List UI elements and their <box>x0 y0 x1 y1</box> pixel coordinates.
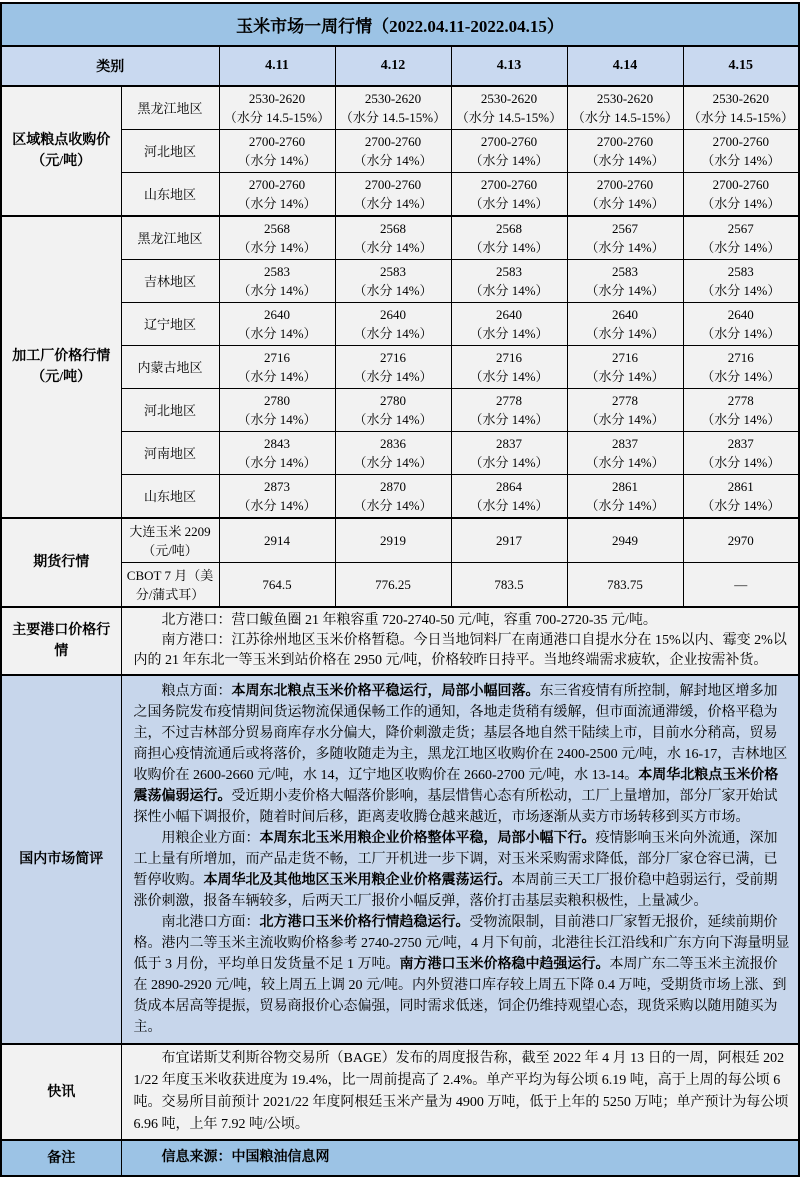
price-value: 2919 <box>380 533 406 548</box>
price-row-region_purchase <box>1 86 799 130</box>
moisture-note: （水分 14%） <box>701 412 781 427</box>
price-cell <box>451 432 567 475</box>
price-value: 2873 <box>264 479 290 494</box>
price-cell <box>567 389 683 432</box>
price-cell <box>567 260 683 303</box>
price-value: 2778 <box>727 393 754 408</box>
moisture-note: （水分 14%） <box>353 369 433 384</box>
price-cell <box>219 563 335 608</box>
price-cell <box>219 130 335 173</box>
price-cell <box>335 346 451 389</box>
price-value: 2970 <box>727 533 754 548</box>
price-value: 2583 <box>264 264 290 279</box>
price-value: 2716 <box>612 350 638 365</box>
moisture-note: （水分 14%） <box>701 196 781 211</box>
price-value: 2837 <box>496 436 522 451</box>
moisture-note: （水分 14%） <box>469 498 549 513</box>
row-label: 辽宁地区 <box>121 303 219 346</box>
moisture-note: （水分 14%） <box>585 455 665 470</box>
price-value: 2780 <box>264 393 290 408</box>
moisture-note: （水分 14%） <box>701 498 781 513</box>
price-value: 2700-2760 <box>364 177 422 192</box>
moisture-note: （水分 14%） <box>469 369 549 384</box>
moisture-note: （水分 14%） <box>701 240 781 255</box>
moisture-note: （水分 14%） <box>353 498 433 513</box>
moisture-note: （水分 14%） <box>469 196 549 211</box>
moisture-note: （水分 14.5-15%） <box>455 110 563 125</box>
moisture-note: （水分 14%） <box>701 326 781 341</box>
moisture-note: （水分 14%） <box>237 196 317 211</box>
moisture-note: （水分 14%） <box>353 455 433 470</box>
price-cell <box>567 216 683 260</box>
price-value: 783.5 <box>494 577 524 592</box>
price-row-factory <box>1 260 799 303</box>
price-cell <box>335 518 451 563</box>
info-source-text: 信息来源：中国粮油信息网 <box>161 1150 330 1165</box>
price-value: — <box>734 577 748 592</box>
price-row-factory <box>1 432 799 475</box>
column-header-date-3: 4.13 <box>451 46 567 86</box>
moisture-note: （水分 14%） <box>701 153 781 168</box>
section-label-remark: 备注 <box>1 1140 121 1176</box>
price-value: 2836 <box>380 436 406 451</box>
price-value: 2778 <box>612 393 638 408</box>
moisture-note: （水分 14.5-15%） <box>339 110 447 125</box>
price-cell <box>683 86 799 130</box>
domestic-summary-row <box>1 675 799 1044</box>
price-value: 2778 <box>496 393 522 408</box>
column-header-date-1: 4.11 <box>219 46 335 86</box>
price-cell <box>567 346 683 389</box>
text-sections-body <box>1 607 799 1176</box>
row-label: 山东地区 <box>121 475 219 519</box>
price-value: 2530-2620 <box>364 91 422 106</box>
moisture-note: （水分 14%） <box>585 412 665 427</box>
port-paragraph-north: 北方港口：营口鲅鱼圈 21 年粮容重 720-2740-50 元/吨，容重 700-2720-35 元/吨。 <box>161 613 657 628</box>
price-cell <box>335 563 451 608</box>
price-cell <box>451 563 567 608</box>
moisture-note: （水分 14%） <box>353 283 433 298</box>
price-cell <box>567 518 683 563</box>
row-label: 山东地区 <box>121 173 219 217</box>
price-cell <box>335 130 451 173</box>
price-cell <box>683 432 799 475</box>
row-label: 大连玉米 2209（元/吨） <box>121 518 219 563</box>
price-value: 2716 <box>264 350 290 365</box>
price-value: 2914 <box>264 533 290 548</box>
price-row-region_purchase <box>1 173 799 217</box>
section-label-factory: 加工厂价格行情（元/吨） <box>1 216 121 518</box>
price-value: 2700-2760 <box>596 177 654 192</box>
price-cell <box>683 389 799 432</box>
price-value: 2917 <box>496 533 522 548</box>
moisture-note: （水分 14%） <box>237 326 317 341</box>
moisture-note: （水分 14%） <box>701 455 781 470</box>
section-label-futures: 期货行情 <box>1 518 121 607</box>
moisture-note: （水分 14.5-15%） <box>571 110 679 125</box>
moisture-note: （水分 14%） <box>585 240 665 255</box>
news-row <box>1 1044 799 1140</box>
price-value: 2780 <box>380 393 406 408</box>
port-paragraph-south: 南方港口：江苏徐州地区玉米价格暂稳。今日当地饲料厂在南通港口自提水分在 15%以内、霉变 2%以内的 21 年东北一等玉米到站价格在 2950 元/吨，价格较昨日持平。当地终端需求疲软，企业按需补货。 <box>133 633 787 668</box>
price-value: 2640 <box>496 307 522 322</box>
moisture-note: （水分 14%） <box>353 412 433 427</box>
moisture-note: （水分 14%） <box>469 240 549 255</box>
moisture-note: （水分 14%） <box>701 283 781 298</box>
price-cell <box>335 216 451 260</box>
price-cell <box>451 346 567 389</box>
price-cell <box>683 216 799 260</box>
price-row-factory <box>1 303 799 346</box>
moisture-note: （水分 14%） <box>585 326 665 341</box>
moisture-note: （水分 14%） <box>353 196 433 211</box>
price-cell <box>451 173 567 217</box>
price-cell <box>219 303 335 346</box>
price-row-futures <box>1 563 799 608</box>
price-cell <box>451 303 567 346</box>
section-label-region_purchase: 区域粮点收购价（元/吨） <box>1 86 121 216</box>
price-value: 2583 <box>612 264 638 279</box>
price-value: 2530-2620 <box>712 91 769 106</box>
price-cell <box>567 432 683 475</box>
moisture-note: （水分 14%） <box>469 153 549 168</box>
moisture-note: （水分 14%） <box>237 369 317 384</box>
price-value: 2864 <box>496 479 522 494</box>
column-header-row <box>1 46 799 86</box>
moisture-note: （水分 14%） <box>353 240 433 255</box>
moisture-note: （水分 14%） <box>237 283 317 298</box>
price-value: 2568 <box>264 221 290 236</box>
port-price-row <box>1 607 799 675</box>
price-value: 783.75 <box>607 577 643 592</box>
row-label: 河南地区 <box>121 432 219 475</box>
moisture-note: （水分 14%） <box>469 455 549 470</box>
row-label: 黑龙江地区 <box>121 86 219 130</box>
price-cell <box>567 563 683 608</box>
row-label: 黑龙江地区 <box>121 216 219 260</box>
price-cell <box>219 260 335 303</box>
remark-section-content <box>121 1140 799 1176</box>
moisture-note: （水分 14.5-15%） <box>223 110 331 125</box>
price-value: 2567 <box>727 221 754 236</box>
column-header-date-5: 4.15 <box>683 46 799 86</box>
price-value: 2530-2620 <box>480 91 538 106</box>
row-label: 河北地区 <box>121 389 219 432</box>
price-value: 2716 <box>727 350 754 365</box>
corn-weekly-table <box>0 2 800 1177</box>
moisture-note: （水分 14%） <box>585 369 665 384</box>
price-cell <box>683 173 799 217</box>
moisture-note: （水分 14%） <box>469 326 549 341</box>
price-cell <box>219 216 335 260</box>
price-value: 2640 <box>264 307 290 322</box>
price-cell <box>683 260 799 303</box>
moisture-note: （水分 14%） <box>237 412 317 427</box>
price-cell <box>567 173 683 217</box>
price-cell <box>567 86 683 130</box>
row-label: 吉林地区 <box>121 260 219 303</box>
price-cell <box>219 389 335 432</box>
price-value: 2583 <box>380 264 406 279</box>
price-cell <box>219 86 335 130</box>
price-cell <box>683 563 799 608</box>
price-cell <box>451 389 567 432</box>
price-value: 2700-2760 <box>248 177 306 192</box>
summary-paragraph-2: 用粮企业方面：本周东北玉米用粮企业价格整体平稳，局部小幅下行。疫情影响玉米向外流通，深加工上量有所增加，而产品走货不畅，工厂开机进一步下调，对玉米采购需求降低，部分厂家仓容已满，已暂停收购。本周华北及其他地区玉米用粮企业价格震荡运行。本周前三天工厂报价稳中趋弱运行，受前期涨价刺激，报备车辆较多，后两天工厂报价小幅反弹，落价打击基层卖粮积极性，上量减少。 <box>133 831 778 909</box>
price-value: 2583 <box>727 264 754 279</box>
price-row-factory <box>1 475 799 519</box>
price-value: 2640 <box>727 307 754 322</box>
price-cell <box>683 130 799 173</box>
column-header-date-4: 4.14 <box>567 46 683 86</box>
price-cell <box>335 173 451 217</box>
price-cell <box>219 346 335 389</box>
moisture-note: （水分 14%） <box>469 283 549 298</box>
price-row-factory <box>1 216 799 260</box>
moisture-note: （水分 14%） <box>585 498 665 513</box>
price-value: 2700-2760 <box>480 134 538 149</box>
price-value: 2700-2760 <box>248 134 306 149</box>
price-cell <box>683 518 799 563</box>
price-cell <box>335 303 451 346</box>
price-value: 2700-2760 <box>480 177 538 192</box>
price-value: 2640 <box>380 307 406 322</box>
news-paragraph: 布宜诺斯艾利斯谷物交易所（BAGE）发布的周度报告称，截至 2022 年 4 月 13 日的一周，阿根廷 2021/22 年度玉米收获进度为 19.4%，比一周前提高了 2.4%。单产平均为每公顷 6.19 吨，高于上周的每公顷 6 吨。交易所目前预计 2021/22 年度阿根廷玉米产量为 4900 万吨，低于上年的 5250 万吨；单产预计为每公顷 6.96 吨，上年 7.92 吨/公顷。 <box>133 1051 789 1132</box>
price-row-region_purchase <box>1 130 799 173</box>
price-value: 2837 <box>727 436 754 451</box>
page-title: 玉米市场一周行情（2022.04.11-2022.04.15） <box>1 3 799 46</box>
row-label: CBOT 7 月（美分/蒲式耳） <box>121 563 219 608</box>
price-cell <box>335 389 451 432</box>
price-cell <box>335 86 451 130</box>
price-cell <box>451 216 567 260</box>
price-cell <box>567 303 683 346</box>
price-value: 2861 <box>612 479 638 494</box>
price-cell <box>335 475 451 519</box>
port-section-content <box>121 607 799 675</box>
price-cell <box>219 518 335 563</box>
price-cell <box>219 432 335 475</box>
price-row-futures <box>1 518 799 563</box>
price-value: 2530-2620 <box>596 91 654 106</box>
moisture-note: （水分 14%） <box>585 153 665 168</box>
moisture-note: （水分 14%） <box>353 153 433 168</box>
summary-section-content <box>121 675 799 1044</box>
price-value: 2583 <box>496 264 522 279</box>
column-header-date-2: 4.12 <box>335 46 451 86</box>
price-value: 2700-2760 <box>364 134 422 149</box>
price-value: 2640 <box>612 307 638 322</box>
price-cell <box>451 518 567 563</box>
price-value: 2530-2620 <box>248 91 306 106</box>
price-value: 2700-2760 <box>712 134 769 149</box>
moisture-note: （水分 14%） <box>237 498 317 513</box>
price-cell <box>451 260 567 303</box>
price-value: 2861 <box>727 479 754 494</box>
column-header-category: 类别 <box>1 46 219 86</box>
price-value: 2568 <box>496 221 522 236</box>
summary-paragraph-1: 粮点方面：本周东北粮点玉米价格平稳运行，局部小幅回落。东三省疫情有所控制，解封地区增多加之国务院发布疫情期间货运物流保通保畅工作的通知，各地走货稍有缓解，但市面流通滞缓，价格平稳为主，不过吉林部分贸易商库存水分偏大，降价刺激走货；基层各地自然干陆续上市，目前水分稍高，贸易商担心疫情流通后或将落价，多随收随走为主，黑龙江地区收购价在 2400-2500 元/吨，水 16-17，吉林地区收购价在 2600-2660 元/吨，水 14，辽宁地区收购价在 2660-2700 元/吨，水 13-14。本周华北粮点玉米价格震荡偏弱运行。受近期小麦价格大幅落价影响，基层惜售心态有所松动，工厂上量增加，部分厂家开始试探性小幅下调报价，随着时间后移，距离麦收腾仓越来越近，市场逐渐从卖方市场转移到买方市场。 <box>133 684 788 825</box>
price-table-body <box>1 86 799 607</box>
price-cell <box>683 303 799 346</box>
price-cell <box>219 475 335 519</box>
title-row <box>1 3 799 46</box>
moisture-note: （水分 14%） <box>237 240 317 255</box>
price-cell <box>567 475 683 519</box>
price-cell <box>451 130 567 173</box>
section-label-summary: 国内市场简评 <box>1 675 121 1044</box>
section-label-news: 快讯 <box>1 1044 121 1140</box>
moisture-note: （水分 14%） <box>701 369 781 384</box>
price-cell <box>451 475 567 519</box>
price-cell <box>335 260 451 303</box>
price-value: 2568 <box>380 221 406 236</box>
price-row-factory <box>1 346 799 389</box>
price-cell <box>683 475 799 519</box>
remark-row <box>1 1140 799 1176</box>
section-label-ports: 主要港口价格行情 <box>1 607 121 675</box>
moisture-note: （水分 14.5-15%） <box>687 110 794 125</box>
price-value: 2716 <box>380 350 406 365</box>
price-cell <box>451 86 567 130</box>
row-label: 河北地区 <box>121 130 219 173</box>
price-cell <box>683 346 799 389</box>
moisture-note: （水分 14%） <box>585 283 665 298</box>
price-row-factory <box>1 389 799 432</box>
row-label: 内蒙古地区 <box>121 346 219 389</box>
price-value: 764.5 <box>262 577 292 592</box>
price-value: 2870 <box>380 479 406 494</box>
price-cell <box>567 130 683 173</box>
price-value: 2716 <box>496 350 522 365</box>
moisture-note: （水分 14%） <box>237 153 317 168</box>
price-cell <box>335 432 451 475</box>
summary-paragraph-3: 南北港口方面：北方港口玉米价格行情趋稳运行。受物流限制，目前港口厂家暂无报价，延续前期价格。港内二等玉米主流收购价格参考 2740-2750 元/吨，4 月下旬前，北港往长江沿线和广东方向下海量明显低于 3 月份，平均单日发货量不足 1 万吨。南方港口玉米价格稳中趋强运行。本周广东二等玉米主流报价在 2890-2920 元/吨，较上周五上调 20 元/吨。内外贸港口库存较上周五下降 0.4 万吨，受期货市场上涨、到货成本居高等提振，贸易商报价心态偏强，同时需求低迷，饲企仍维持观望心态，现货采购以随用随买为主。 <box>133 915 790 1035</box>
news-section-content <box>121 1044 799 1140</box>
moisture-note: （水分 14%） <box>469 412 549 427</box>
price-value: 2843 <box>264 436 290 451</box>
price-cell <box>219 173 335 217</box>
price-value: 2567 <box>612 221 638 236</box>
price-value: 2700-2760 <box>596 134 654 149</box>
moisture-note: （水分 14%） <box>353 326 433 341</box>
moisture-note: （水分 14%） <box>237 455 317 470</box>
price-value: 776.25 <box>375 577 411 592</box>
price-value: 2837 <box>612 436 638 451</box>
moisture-note: （水分 14%） <box>585 196 665 211</box>
price-value: 2700-2760 <box>712 177 769 192</box>
price-value: 2949 <box>612 533 638 548</box>
